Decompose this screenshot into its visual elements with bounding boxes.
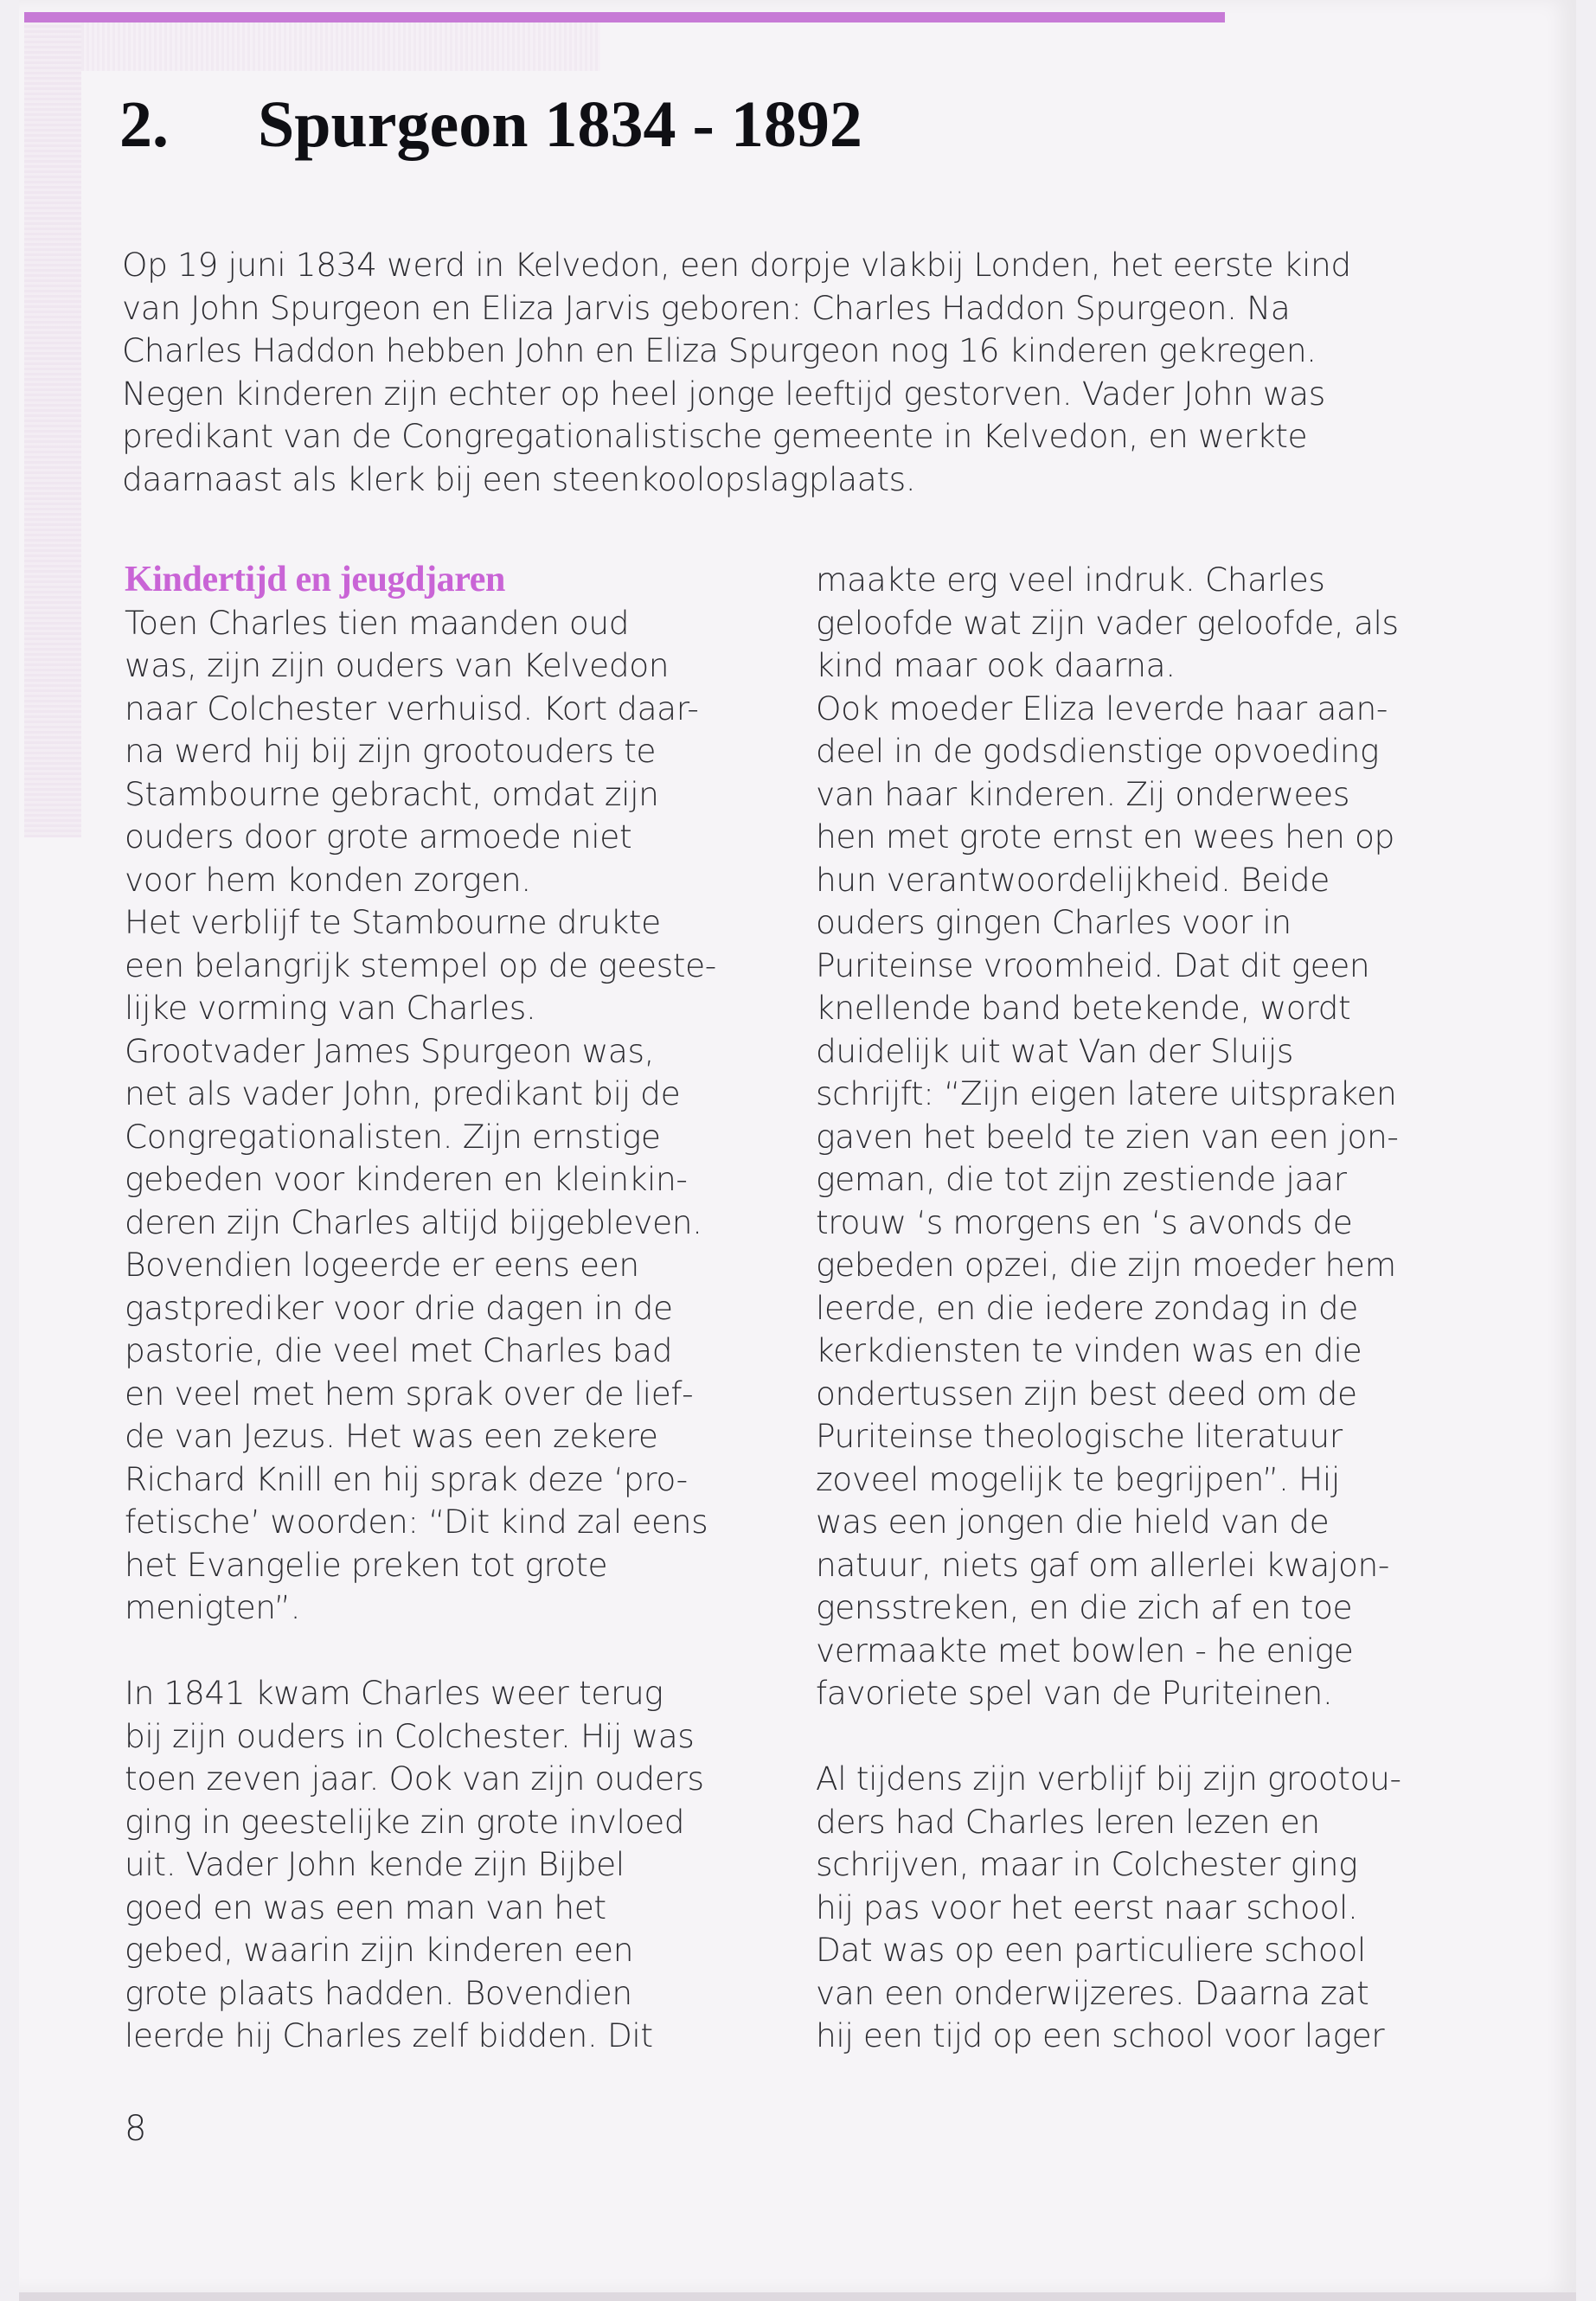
text-line: ging in geestelijke zin grote invloed: [125, 1802, 685, 1841]
text-line: Al tijdens zijn verblijf bij zijn grootou-: [816, 1759, 1401, 1798]
text-line: na werd hij bij zijn grootouders te: [125, 732, 657, 770]
text-line: gebed, waarin zijn kinderen een: [125, 1931, 634, 1969]
text-line: Het verblijf te Stambourne drukte: [125, 903, 661, 941]
text-line: was, zijn zijn ouders van Kelvedon: [125, 646, 670, 684]
chapter-title: [119, 83, 1417, 166]
text-line: menigten”.: [125, 1588, 301, 1626]
right-paragraph-2: [816, 1758, 1447, 2058]
text-line: deren zijn Charles altijd bijgebleven.: [125, 1202, 702, 1241]
right-paragraph-1: [816, 559, 1447, 1715]
text-line: Grootvader James Spurgeon was,: [125, 1031, 655, 1070]
text-line: ondertussen zijn best deed om de: [816, 1374, 1357, 1413]
text-line: naar Colchester verhuisd. Kort daar-: [125, 689, 699, 727]
intro-paragraph: [122, 244, 1480, 501]
page-number: 8: [125, 2109, 147, 2149]
text-line: een belangrijk stempel op de geeste-: [125, 945, 716, 984]
section-heading: Kindertijd en jeugdjaren: [125, 560, 505, 599]
text-line: geloofde wat zijn vader geloofde, als: [816, 603, 1399, 642]
text-line: uit. Vader John kende zijn Bijbel: [125, 1845, 625, 1883]
text-line: bij zijn ouders in Colchester. Hij was: [125, 1716, 695, 1755]
left-column: [125, 559, 747, 2058]
text-line: gaven het beeld te zien van een jon-: [816, 1117, 1399, 1156]
text-line: gebeden opzei, die zijn moeder hem: [816, 1246, 1396, 1284]
text-line: geman, die tot zijn zestiende jaar: [816, 1160, 1347, 1198]
text-line: Stambourne gebracht, omdat zijn: [125, 774, 659, 813]
text-line: zoveel mogelijk te begrijpen”. Hij: [816, 1459, 1340, 1498]
text-line: Puriteinse vroomheid. Dat dit geen: [816, 945, 1370, 984]
intro-line: Negen kinderen zijn echter op heel jonge leeftijd gestorven. Vader John was: [122, 374, 1325, 413]
decorative-tint-top: [81, 22, 600, 71]
decorative-tint-side: [24, 22, 81, 837]
text-line: natuur, niets gaf om allerlei kwajon-: [816, 1545, 1390, 1584]
text-line: gensstreken, en die zich af en toe: [816, 1588, 1353, 1626]
text-line: voor hem konden zorgen.: [125, 860, 531, 899]
right-column: [816, 559, 1447, 2058]
text-line: kind maar ook daarna.: [816, 646, 1176, 684]
text-line: Dat was op een particuliere school: [816, 1931, 1366, 1969]
text-line: pastorie, die veel met Charles bad: [125, 1331, 673, 1369]
text-line: het Evangelie preken tot grote: [125, 1545, 608, 1584]
intro-line: daarnaast als klerk bij een steenkoolopslagplaats.: [122, 459, 916, 498]
text-line: Toen Charles tien maanden oud: [125, 603, 630, 642]
text-line: hen met grote ernst en wees hen op: [816, 817, 1394, 856]
text-line: lijke vorming van Charles.: [125, 989, 536, 1027]
text-line: hun verantwoordelijkheid. Beide: [816, 860, 1330, 899]
text-line: schrijft: “Zijn eigen latere uitspraken: [816, 1074, 1397, 1112]
text-line: maakte erg veel indruk. Charles: [816, 561, 1325, 599]
page-bottom-edge: [19, 2292, 1576, 2301]
text-line: gebeden voor kinderen en kleinkin-: [125, 1160, 688, 1198]
text-line: Bovendien logeerde er eens een: [125, 1246, 639, 1284]
text-line: ders had Charles leren lezen en: [816, 1802, 1320, 1841]
paragraph-gap: [125, 1630, 747, 1673]
left-paragraph-1: [125, 602, 747, 1630]
paragraph-gap: [816, 1715, 1447, 1759]
text-line: Richard Knill en hij sprak deze ‘pro-: [125, 1459, 688, 1498]
text-line: Puriteinse theologische literatuur: [816, 1417, 1343, 1455]
text-line: goed en was een man van het: [125, 1888, 606, 1926]
text-line: grote plaats hadden. Bovendien: [125, 1973, 632, 2012]
text-line: vermaakte met bowlen - he enige: [816, 1631, 1354, 1670]
text-line: kerkdiensten te vinden was en die: [816, 1331, 1362, 1369]
text-line: Congregationalisten. Zijn ernstige: [125, 1117, 661, 1156]
intro-line: Op 19 juni 1834 werd in Kelvedon, een dorpje vlakbij Londen, het eerste kind: [122, 246, 1351, 284]
text-line: favoriete spel van de Puriteinen.: [816, 1674, 1333, 1712]
text-line: ouders gingen Charles voor in: [816, 903, 1292, 941]
left-paragraph-2: [125, 1672, 747, 2058]
text-line: duidelijk uit wat Van der Sluijs: [816, 1031, 1294, 1070]
text-line: deel in de godsdienstige opvoeding: [816, 732, 1380, 770]
text-line: gastprediker voor drie dagen in de: [125, 1288, 673, 1327]
text-line: toen zeven jaar. Ook van zijn ouders: [125, 1759, 704, 1798]
text-line: ouders door grote armoede niet: [125, 817, 632, 856]
intro-line: van John Spurgeon en Eliza Jarvis geboren: Charles Haddon Spurgeon. Na: [122, 288, 1291, 327]
chapter-number: 2.: [119, 88, 169, 161]
text-line: en veel met hem sprak over de lief-: [125, 1374, 694, 1413]
text-line: Ook moeder Eliza leverde haar aan-: [816, 689, 1388, 727]
text-line: van haar kinderen. Zij onderwees: [816, 774, 1349, 813]
text-line: In 1841 kwam Charles weer terug: [125, 1674, 663, 1712]
text-line: van een onderwijzeres. Daarna zat: [816, 1973, 1369, 2012]
text-line: knellende band betekende, wordt: [816, 989, 1351, 1027]
intro-line: Charles Haddon hebben John en Eliza Spurgeon nog 16 kinderen gekregen.: [122, 331, 1317, 369]
text-line: hij een tijd op een school voor lager: [816, 2016, 1385, 2054]
text-line: leerde hij Charles zelf bidden. Dit: [125, 2016, 653, 2054]
intro-line: predikant van de Congregationalistische gemeente in Kelvedon, en werkte: [122, 417, 1308, 455]
text-line: de van Jezus. Het was een zekere: [125, 1417, 658, 1455]
text-line: fetische’ woorden: “Dit kind zal eens: [125, 1503, 708, 1541]
text-line: was een jongen die hield van de: [816, 1503, 1330, 1541]
accent-bar: [24, 12, 1225, 22]
text-line: schrijven, maar in Colchester ging: [816, 1845, 1358, 1883]
text-line: net als vader John, predikant bij de: [125, 1074, 681, 1112]
text-line: hij pas voor het eerst naar school.: [816, 1888, 1358, 1926]
chapter-title-text: Spurgeon 1834 - 1892: [258, 88, 862, 161]
text-line: leerde, en die iedere zondag in de: [816, 1288, 1358, 1327]
text-line: trouw ‘s morgens en ‘s avonds de: [816, 1202, 1353, 1241]
